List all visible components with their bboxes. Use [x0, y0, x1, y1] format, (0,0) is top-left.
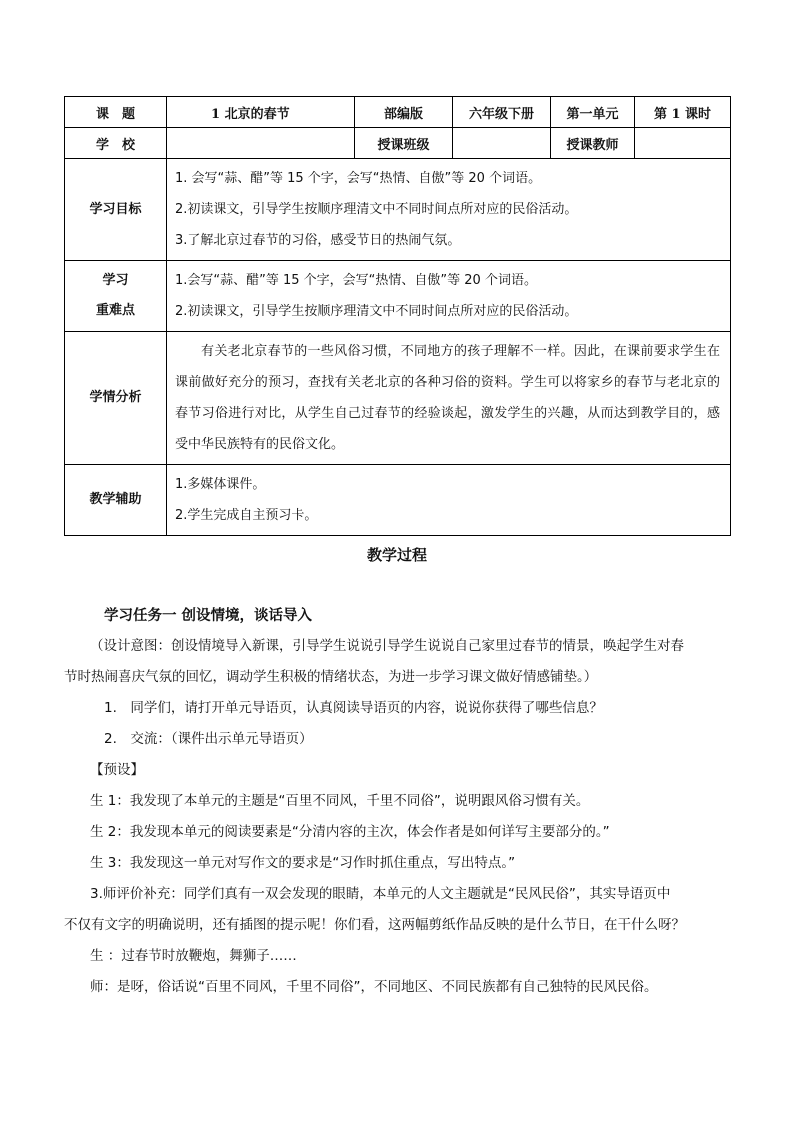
aid-item: 1.多媒体课件。: [175, 477, 266, 492]
difficulty-content: [167, 261, 731, 332]
teacher-comment-line: 3.师评价补充：同学们真有一双会发现的眼睛，本单元的人文主题就是“民风民俗”，其实导语页中: [90, 886, 671, 902]
goal-item: 1. 会写“蒜、醋”等 15 个字，会写“热情、自傲”等 20 个词语。: [175, 171, 542, 186]
school-row: [65, 128, 731, 159]
school-label: 学 校: [65, 128, 167, 159]
lesson-title: 1 北京的春节: [167, 97, 355, 128]
lesson-period-cell: 第 1 课时: [635, 97, 731, 128]
analysis-row: [65, 332, 731, 465]
goals-row: [65, 159, 731, 261]
difficulty-item: 1.会写“蒜、醋”等 15 个字，会写“热情、自傲”等 20 个词语。: [175, 273, 537, 288]
aid-item: 2.学生完成自主预习卡。: [175, 508, 318, 523]
process-title: 教学过程: [366, 546, 427, 564]
analysis-text: 有关老北京春节的一些风俗习惯，不同地方的孩子理解不一样。因此，在课前要求学生在课前做好充分的预习，查找有关老北京的各种习俗的资料。学生可以将家乡的春节与老北京的春节习俗进行对比，从学生自己过春节的经验谈起，激发学生的兴趣，从而达到教学目的，感受中华民族特有的民俗文化。: [167, 332, 731, 465]
difficulty-label-line2: 重难点: [95, 303, 135, 318]
unit-cell: 第一单元: [551, 97, 635, 128]
teacher-comment-line: 师：是呀，俗话说“百里不同风，千里不同俗”，不同地区、不同民族都有自己独特的民风民俗。: [90, 979, 658, 995]
class-label: 授课班级: [355, 128, 453, 159]
goal-item: 2.初读课文，引导学生按顺序理清文中不同时间点所对应的民俗活动。: [175, 202, 578, 217]
student-answer-line: 生 3：我发现这一单元对写作文的要求是“习作时抓住重点，写出特点。”: [90, 855, 516, 871]
aids-label: 教学辅助: [65, 465, 167, 536]
difficulty-item: 2.初读课文，引导学生按顺序理清文中不同时间点所对应的民俗活动。: [175, 304, 578, 319]
aids-content: [167, 465, 731, 536]
aids-row: [65, 465, 731, 536]
difficulty-label-line1: 学习: [102, 273, 129, 288]
design-intent-line: （设计意图：创设情境导入新课，引导学生说说引导学生说说自己家里过春节的情景，唤起学生对春: [90, 638, 684, 654]
edition-cell: 部编版: [355, 97, 453, 128]
subject-label: 课 题: [65, 97, 167, 128]
goals-content: [167, 159, 731, 261]
teacher-comment-line: 不仅有文字的明确说明，还有插图的提示呢！你们看，这两幅剪纸作品反映的是什么节日，在干什么呀？: [64, 917, 685, 933]
step-line: 2. 交流：（课件出示单元导语页）: [104, 731, 313, 747]
class-value: [453, 128, 551, 159]
difficulty-label: [65, 261, 167, 332]
goal-item: 3.了解北京过春节的习俗，感受节日的热闹气氛。: [175, 233, 461, 248]
design-intent-line: 节时热闹喜庆气氛的回忆，调动学生积极的情绪状态，为进一步学习课文做好情感铺垫。）: [64, 669, 598, 685]
header-row: [65, 97, 731, 128]
lesson-plan-table: [64, 96, 731, 536]
goals-label: 学习目标: [65, 159, 167, 261]
step-line: 1. 同学们，请打开单元导语页，认真阅读导语页的内容，说说你获得了哪些信息？: [104, 700, 603, 716]
teacher-value: [635, 128, 731, 159]
teacher-label: 授课教师: [551, 128, 635, 159]
school-value: [167, 128, 355, 159]
grade-cell: 六年级下册: [453, 97, 551, 128]
student-answer-line: 生 ：过春节时放鞭炮，舞狮子……: [90, 948, 297, 964]
student-answer-line: 生 1：我发现了本单元的主题是“百里不同风，千里不同俗”，说明跟风俗习惯有关。: [90, 793, 590, 809]
student-answer-line: 生 2：我发现本单元的阅读要素是“分清内容的主次，体会作者是如何详写主要部分的。”: [90, 824, 610, 840]
task-heading: 学习任务一 创设情境，谈话导入: [104, 607, 313, 624]
process-body: [64, 600, 730, 1003]
analysis-label: 学情分析: [65, 332, 167, 465]
difficulty-row: [65, 261, 731, 332]
preset-label: 【预设】: [90, 762, 144, 778]
